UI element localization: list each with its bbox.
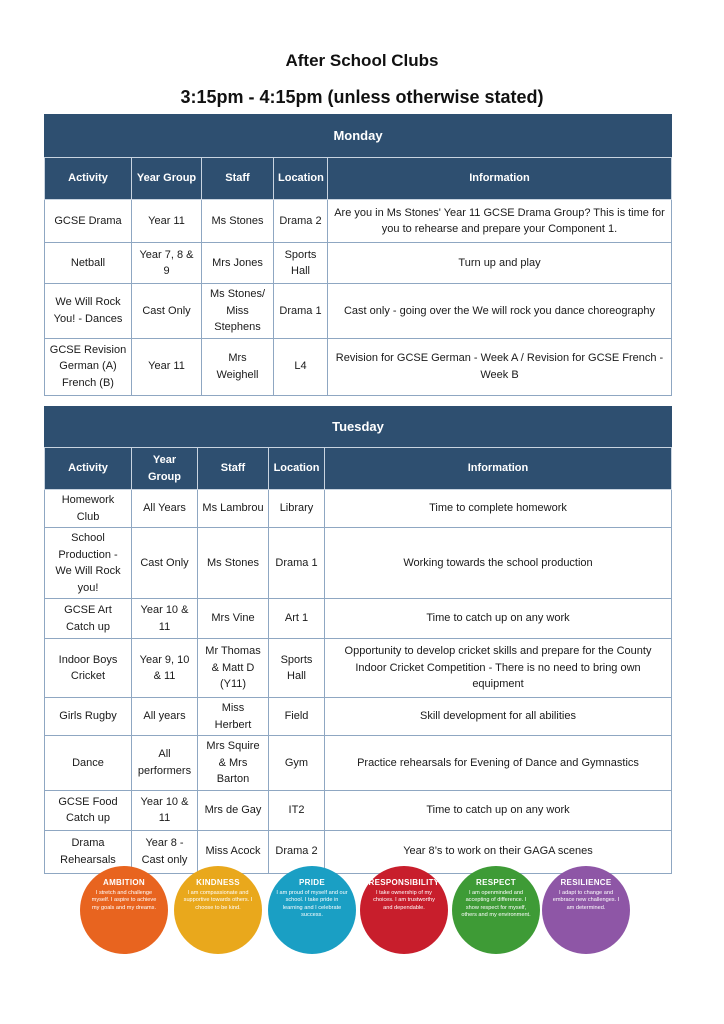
activity-cell: Drama Rehearsals [45, 830, 132, 873]
col-activity: Activity [45, 448, 132, 490]
table-row [45, 338, 672, 395]
activity-cell: Homework Club [45, 490, 132, 528]
location-cell: Field [269, 698, 325, 736]
location-cell: Sports Hall [269, 639, 325, 698]
location-cell: Art 1 [269, 599, 325, 639]
value-ambition-badge [80, 866, 168, 954]
staff-cell: Miss Herbert [198, 698, 269, 736]
activity-cell: GCSE Revision German (A) French (B) [45, 338, 132, 395]
year-cell: Year 11 [132, 338, 202, 395]
table-row [45, 599, 672, 639]
table-row [45, 790, 672, 830]
staff-cell: Mrs Squire & Mrs Barton [198, 736, 269, 791]
year-cell: All years [132, 698, 198, 736]
staff-cell: Ms Stones/ Miss Stephens [202, 284, 274, 339]
value-text: I stretch and challenge myself. I aspire to achieve my goals and my dreams. [91, 890, 157, 911]
info-cell: Time to catch up on any work [325, 599, 672, 639]
monday-table [44, 114, 672, 396]
location-cell: Library [269, 490, 325, 528]
year-cell: Year 10 & 11 [132, 599, 198, 639]
col-location: Location [274, 158, 328, 200]
value-text: I take ownership of my choices. I am trustworthy and dependable. [373, 890, 435, 911]
year-cell: Cast Only [132, 284, 202, 339]
location-cell: L4 [274, 338, 328, 395]
page-subtitle: 3:15pm - 4:15pm (unless otherwise stated) [180, 87, 544, 107]
tuesday-table [44, 406, 672, 874]
activity-cell: Girls Rugby [45, 698, 132, 736]
col-location: Location [269, 448, 325, 490]
year-cell: Year 7, 8 & 9 [132, 243, 202, 284]
page-title: After School Clubs [285, 51, 439, 70]
table-row [45, 736, 672, 791]
activity-cell: GCSE Drama [45, 200, 132, 243]
school-values-strip [80, 866, 640, 976]
value-title: PRIDE [299, 878, 325, 887]
value-title: AMBITION [103, 878, 145, 887]
info-cell: Skill development for all abilities [325, 698, 672, 736]
col-year-group: Year Group [132, 158, 202, 200]
info-cell: Time to complete homework [325, 490, 672, 528]
col-staff: Staff [202, 158, 274, 200]
location-cell: IT2 [269, 790, 325, 830]
location-cell: Drama 1 [269, 528, 325, 599]
value-text: I am openminded and accepting of difference. I show respect for myself, others and my environment. [461, 890, 531, 918]
table-row [45, 698, 672, 736]
year-cell: Year 8 - Cast only [132, 830, 198, 873]
year-cell: All Years [132, 490, 198, 528]
value-title: KINDNESS [196, 878, 240, 887]
location-cell: Drama 2 [269, 830, 325, 873]
value-resilience-badge [542, 866, 630, 954]
staff-cell: Mrs Vine [198, 599, 269, 639]
value-pride-badge [268, 866, 356, 954]
tuesday-heading: Tuesday [45, 407, 672, 448]
staff-cell: Ms Lambrou [198, 490, 269, 528]
staff-cell: Miss Acock [198, 830, 269, 873]
activity-cell: GCSE Art Catch up [45, 599, 132, 639]
value-responsibility-badge [360, 866, 448, 954]
table-row [45, 284, 672, 339]
year-cell: Year 11 [132, 200, 202, 243]
location-cell: Gym [269, 736, 325, 791]
value-respect-badge [452, 866, 540, 954]
value-title: RESPECT [476, 878, 516, 887]
location-cell: Drama 1 [274, 284, 328, 339]
value-title: RESPONSIBILITY [368, 878, 440, 887]
value-text: I am proud of myself and our school. I take pride in learning and I celebrate success. [276, 890, 348, 918]
info-cell: Turn up and play [328, 243, 672, 284]
table-row [45, 200, 672, 243]
info-cell: Practice rehearsals for Evening of Dance and Gymnastics [325, 736, 672, 791]
info-cell: Year 8’s to work on their GAGA scenes [325, 830, 672, 873]
col-information: Information [328, 158, 672, 200]
col-information: Information [325, 448, 672, 490]
staff-cell: Mr Thomas & Matt D (Y11) [198, 639, 269, 698]
value-title: RESILIENCE [560, 878, 612, 887]
table-row [45, 490, 672, 528]
location-cell: Drama 2 [274, 200, 328, 243]
info-cell: Working towards the school production [325, 528, 672, 599]
table-row [45, 528, 672, 599]
location-cell: Sports Hall [274, 243, 328, 284]
table-row [45, 243, 672, 284]
staff-cell: Mrs de Gay [198, 790, 269, 830]
activity-cell: School Production - We Will Rock you! [45, 528, 132, 599]
value-text: I am compassionate and supportive towards others. I choose to be kind. [183, 890, 253, 911]
col-activity: Activity [45, 158, 132, 200]
monday-heading: Monday [45, 115, 672, 158]
info-cell: Time to catch up on any work [325, 790, 672, 830]
activity-cell: GCSE Food Catch up [45, 790, 132, 830]
activity-cell: Indoor Boys Cricket [45, 639, 132, 698]
year-cell: Year 9, 10 & 11 [132, 639, 198, 698]
value-text: I adapt to change and embrace new challenges. I am determined. [552, 890, 620, 911]
table-row [45, 639, 672, 698]
activity-cell: Netball [45, 243, 132, 284]
year-cell: Year 10 & 11 [132, 790, 198, 830]
staff-cell: Mrs Weighell [202, 338, 274, 395]
staff-cell: Ms Stones [198, 528, 269, 599]
info-cell: Opportunity to develop cricket skills and prepare for the County Indoor Cricket Competition - There is no need to bring own equipment [325, 639, 672, 698]
value-kindness-badge [174, 866, 262, 954]
activity-cell: We Will Rock You! - Dances [45, 284, 132, 339]
activity-cell: Dance [45, 736, 132, 791]
staff-cell: Mrs Jones [202, 243, 274, 284]
info-cell: Revision for GCSE German - Week A / Revision for GCSE French - Week B [328, 338, 672, 395]
info-cell: Cast only - going over the We will rock you dance choreography [328, 284, 672, 339]
year-cell: All performers [132, 736, 198, 791]
info-cell: Are you in Ms Stones' Year 11 GCSE Drama Group? This is time for you to rehearse and prepare your Component 1. [328, 200, 672, 243]
col-year-group: Year Group [132, 448, 198, 490]
year-cell: Cast Only [132, 528, 198, 599]
col-staff: Staff [198, 448, 269, 490]
staff-cell: Ms Stones [202, 200, 274, 243]
